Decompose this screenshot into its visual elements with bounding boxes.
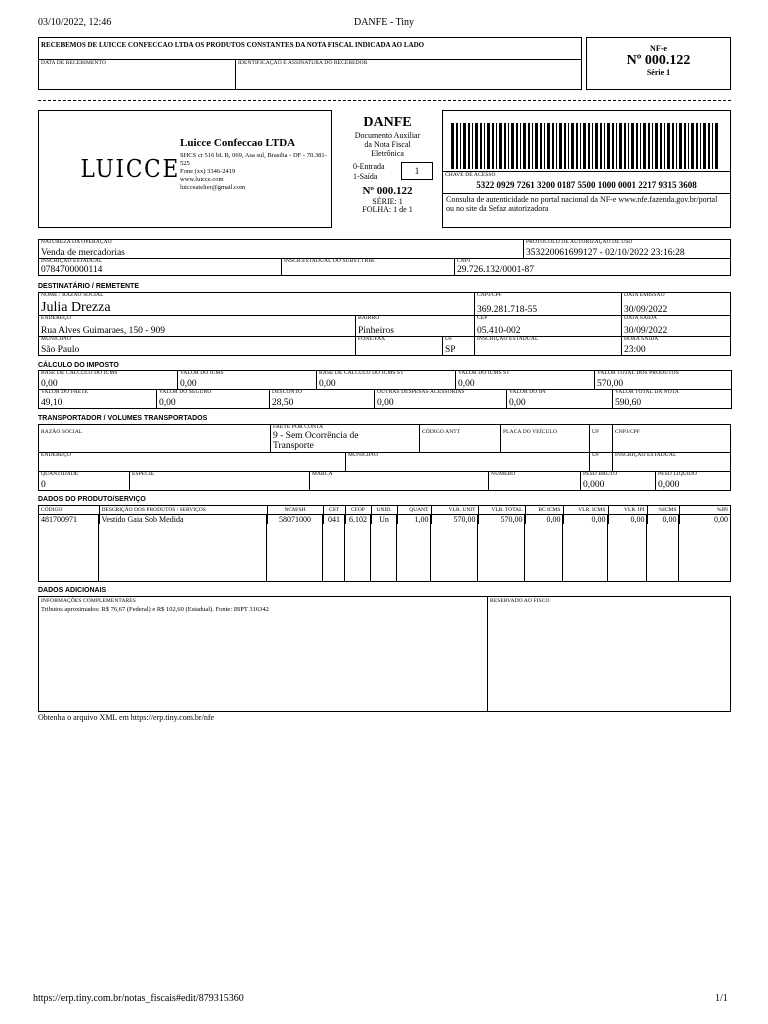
consulta-text: Consulta de autenticidade no portal nacional da NF-e www.nfe.fazenda.gov.br/portal ou no site da Sefaz autorizadora	[446, 195, 718, 213]
imposto-r1-label-1: VALOR DO ICMS	[180, 370, 224, 376]
transp-cnpj-cell	[612, 424, 731, 453]
dest-endereco-cell	[38, 315, 356, 337]
dest-uf-label: UF	[445, 336, 453, 342]
canhoto-text: RECEBEMOS DE LUICCE CONFECCAO LTDA OS PRODUTOS CONSTANTES DA NOTA FISCAL INDICADA AO LADO	[41, 41, 425, 49]
transp-endereco-cell	[38, 452, 346, 472]
assinatura-label: IDENTIFICAÇÃO E ASSINATURA DO RECEBEDOR	[238, 60, 368, 66]
table-cell: 1,00	[397, 514, 431, 524]
transp-uf2-label: UF	[592, 452, 600, 458]
column-divider	[370, 515, 371, 581]
fisco-cell	[487, 596, 731, 712]
table-cell: Vestido Gaia Sob Medida	[99, 514, 267, 524]
fisco-label: RESERVADO AO FISCO	[490, 598, 550, 604]
produtos-col-header: VLR. IPI	[608, 506, 647, 514]
produtos-col-header: QUANT	[397, 506, 431, 514]
imposto-r2-label-5: VALOR TOTAL DA NOTA	[615, 389, 679, 395]
transp-frete-value: 9 - Sem Ocorrência de Transporte	[273, 431, 359, 451]
adicionais-section: DADOS ADICIONAIS	[38, 587, 107, 594]
dest-fone-label: FONE/FAX	[358, 336, 386, 342]
protocolo-label: PROTOCOLO DE AUTORIZAÇÃO DE USO	[526, 239, 633, 245]
table-cell: 481700971	[39, 514, 99, 524]
imposto-r2-label-2: DESCONTO	[272, 389, 303, 395]
imposto-r1-value-4: 570,00	[597, 378, 624, 389]
imposto-r2-label-0: VALOR DO FRETE	[41, 389, 89, 395]
transp-municipio-label: MUNICÍPIO	[348, 452, 378, 458]
dest-fone-cell	[355, 336, 443, 356]
dest-ie-cell	[474, 336, 622, 356]
dest-saida-cell	[621, 315, 731, 337]
produtos-col-header: %IPI	[679, 506, 730, 514]
transp-marca-label: MARCA	[312, 471, 333, 477]
table-cell: 0,00	[714, 514, 728, 524]
transp-liquido-label: PESO LÍQUIDO	[658, 471, 697, 477]
transp-numero-label: NÚMERO	[491, 471, 516, 477]
produtos-section: DADOS DO PRODUTO/SERVIÇO	[38, 496, 146, 503]
transp-cnpj-label: CNPJ/CPF	[615, 429, 640, 435]
column-divider	[477, 515, 478, 581]
imposto-r2-value-3: 0,00	[377, 397, 394, 408]
emitente-nome: Luicce Confeccao LTDA	[180, 137, 296, 149]
imposto-r2-value-4: 0,00	[509, 397, 526, 408]
chave-value: 5322 0929 7261 3200 0187 5500 1000 0001 2217 9315 3608	[476, 180, 697, 190]
imposto-r2-label-3: OUTRAS DESPESAS ACESSÓRIAS	[377, 389, 465, 395]
imposto-r2-label-4: VALOR DO IPI	[509, 389, 546, 395]
column-divider	[678, 515, 679, 581]
danfe-numero-block	[340, 186, 435, 214]
dest-municipio-label: MUNICÍPIO	[41, 336, 71, 342]
imposto-r1-label-2: BASE DE CÁLCULO DO ICMS ST	[319, 370, 404, 376]
column-divider	[266, 515, 267, 581]
produtos-col-header: %ICMS	[647, 506, 679, 514]
imposto-r2-cell-0	[38, 389, 157, 409]
imposto-r2-cell-3	[374, 389, 507, 409]
dest-nome-cell	[38, 292, 475, 316]
transp-placa-label: PLACA DO VEÍCULO	[503, 429, 558, 435]
emitente-email: luicceatelier@gmail.com	[180, 184, 246, 191]
produtos-header-row	[39, 506, 730, 514]
dest-cnpj-value: 369.281.718-55	[477, 304, 538, 315]
transp-bruto-label: PESO BRUTO	[583, 471, 618, 477]
dest-cnpj-label: CNPJ/CPF	[477, 292, 502, 298]
dest-nome-label: NOME / RAZÃO SOCIAL	[41, 292, 104, 298]
canhoto-serie: Série 1	[646, 68, 671, 78]
transp-endereco-label: ENDEREÇO	[41, 452, 72, 458]
transp-uf-label: UF	[592, 429, 600, 435]
transp-frete-label: FRETE POR CONTA	[273, 424, 324, 430]
imposto-r1-cell-0	[38, 370, 178, 390]
produtos-col-header: CFOP	[345, 506, 371, 514]
imposto-r2-value-5: 590,60	[615, 397, 642, 408]
dest-saida-label: DATA SAÍDA	[624, 315, 658, 321]
dest-uf-value: SP	[445, 344, 456, 355]
data-recebimento-label: DATA DE RECEBIMENTO	[41, 60, 106, 66]
dest-emissao-label: DATA EMISSÃO	[624, 292, 665, 298]
print-title: DANFE - Tiny	[353, 17, 415, 28]
transp-marca-cell	[309, 471, 489, 491]
transp-ie-label: INSCRIÇÃO ESTADUAL	[615, 452, 677, 458]
column-divider	[98, 515, 99, 581]
info-complementar-label: INFORMAÇÕES COMPLEMENTARES	[41, 598, 136, 604]
iest-label: INSCR.ESTADUAL DO SUBST.TRIB.	[284, 258, 376, 264]
dest-bairro-cell	[355, 315, 475, 337]
imposto-r1-value-3: 0,00	[458, 378, 475, 389]
danfe-block	[340, 116, 435, 158]
produtos-col-header: DESCRIÇÃO DOS PRODUTOS / SERVIÇOS	[99, 506, 267, 514]
table-cell: Un	[371, 514, 397, 524]
transp-bruto-value: 0,000	[583, 479, 605, 490]
table-cell: 0,00	[563, 514, 608, 524]
transportador-section: TRANSPORTADOR / VOLUMES TRANSPORTADOS	[38, 415, 208, 422]
table-cell: 570,00	[478, 514, 525, 524]
produtos-col-header: VLR. UNIT	[431, 506, 478, 514]
dest-municipio-value: São Paulo	[41, 344, 80, 355]
barcode-icon	[451, 123, 721, 169]
imposto-r2-cell-1	[156, 389, 270, 409]
table-cell: 0,00	[525, 514, 563, 524]
imposto-r2-cell-4	[506, 389, 613, 409]
dest-ie-label: INSCRIÇÃO ESTADUAL	[477, 336, 539, 342]
ie-label: INSCRIÇÃO ESTADUAL	[41, 258, 103, 264]
produtos-col-header: CST	[323, 506, 345, 514]
imposto-r1-label-3: VALOR DO ICMS ST	[458, 370, 510, 376]
table-cell: 58071000	[267, 514, 323, 524]
imposto-r1-label-0: BASE DE CÁLCULO DO ICMS	[41, 370, 118, 376]
transp-liquido-value: 0,000	[658, 479, 680, 490]
transp-especie-cell	[129, 471, 310, 491]
imposto-r1-value-1: 0,00	[180, 378, 197, 389]
transp-placa-cell	[500, 424, 590, 453]
transp-qtd-cell	[38, 471, 130, 491]
natureza-value: Venda de mercadorias	[41, 247, 125, 258]
column-divider	[607, 515, 608, 581]
danfe-subtitle: Documento Auxiliar da Nota Fiscal Eletrônica	[354, 131, 421, 158]
column-divider	[430, 515, 431, 581]
produtos-col-header: NCM/SH	[267, 506, 323, 514]
dest-bairro-value: Pinheiros	[358, 325, 394, 336]
dest-cep-label: CEP	[477, 315, 488, 321]
transp-antt-label: CÓDIGO ANTT	[422, 429, 461, 435]
transp-municipio-cell	[345, 452, 590, 472]
cut-line	[38, 100, 731, 101]
nfe-label: NF-e	[650, 44, 667, 53]
column-divider	[322, 515, 323, 581]
imposto-r2-cell-5	[612, 389, 732, 409]
table-cell: 570,00	[431, 514, 478, 524]
protocolo-value: 353220061699127 - 02/10/2022 23:16:28	[526, 247, 685, 258]
canhoto-numero: Nº 000.122	[626, 53, 691, 68]
transp-uf-cell	[589, 424, 613, 453]
imposto-r1-cell-4	[594, 370, 732, 390]
natureza-label: NATUREZA DA OPERAÇÃO	[41, 239, 112, 245]
canhoto-nfe-box	[586, 37, 731, 90]
column-divider	[396, 515, 397, 581]
imposto-r1-cell-2	[316, 370, 456, 390]
info-complementar-cell	[38, 596, 488, 712]
transp-liquido-cell	[655, 471, 731, 491]
produtos-col-header: VLR. ICMS	[563, 506, 608, 514]
danfe-serie: SÉRIE: 1	[372, 196, 403, 206]
transp-numero-cell	[488, 471, 581, 491]
entrada-label: 0-Entrada	[353, 162, 385, 171]
entrada-saida	[353, 162, 385, 181]
cnpj-emit-value: 29.726.132/0001-87	[457, 264, 535, 275]
canhoto-box	[38, 37, 582, 90]
emitente-fone: Fone (xx) 3346-2419	[180, 168, 236, 175]
dest-emissao-cell	[621, 292, 731, 316]
iest-cell	[281, 258, 455, 276]
transp-bruto-cell	[580, 471, 656, 491]
transp-razao-cell	[38, 424, 271, 453]
transp-frete-cell	[270, 424, 420, 453]
print-datetime: 03/10/2022, 12:46	[38, 17, 112, 28]
ie-cell	[38, 258, 282, 276]
imposto-r2-cell-2	[269, 389, 375, 409]
imposto-r2-value-0: 49,10	[41, 397, 63, 408]
print-url: https://erp.tiny.com.br/notas_fiscais#edit/879315360	[33, 993, 244, 1004]
imposto-r1-label-4: VALOR TOTAL DOS PRODUTOS	[597, 370, 679, 376]
chave-box	[442, 110, 731, 228]
table-cell: 0,00	[608, 514, 647, 524]
emitente-endereco: SHCS cr 516 bL B, 069, Asa sul, Brasilia - DF - 70.381-525	[180, 152, 327, 167]
cnpj-emit-cell	[454, 258, 731, 276]
danfe-numero: Nº 000.122	[362, 185, 413, 197]
dest-endereco-label: ENDEREÇO	[41, 315, 72, 321]
imposto-r1-cell-3	[455, 370, 595, 390]
dest-nome-value: Julia Drezza	[41, 299, 111, 315]
print-page-number: 1/1	[715, 993, 728, 1004]
cnpj-emit-label: CNPJ	[457, 258, 471, 264]
imposto-r2-label-1: VALOR DO SEGURO	[159, 389, 212, 395]
transp-ie-cell	[612, 452, 731, 472]
imposto-section: CÁLCULO DO IMPOSTO	[38, 362, 119, 369]
dest-bairro-label: BAIRRO	[358, 315, 380, 321]
emitente-site: www.luicce.com	[180, 176, 224, 183]
dest-hora-cell	[621, 336, 731, 356]
produtos-col-header: VLR. TOTAL	[478, 506, 525, 514]
luicce-logo: LUICCE	[80, 155, 181, 183]
column-divider	[562, 515, 563, 581]
dest-municipio-cell	[38, 336, 356, 356]
ie-value: 0784700000114	[41, 264, 103, 275]
transp-uf2-cell	[589, 452, 613, 472]
danfe-title: DANFE	[363, 115, 412, 130]
table-cell: 041	[323, 514, 345, 524]
destinatario-section: DESTINATÁRIO / REMETENTE	[38, 283, 139, 290]
transp-qtd-value: 0	[41, 479, 46, 490]
protocolo-cell	[523, 239, 731, 259]
dest-emissao-value: 30/09/2022	[624, 304, 668, 315]
imposto-r1-value-0: 0,00	[41, 378, 58, 389]
dest-hora-value: 23:00	[624, 344, 646, 355]
transp-razao-label: RAZÃO SOCIAL	[41, 429, 83, 435]
emitente-box	[38, 110, 332, 228]
produtos-table	[39, 506, 730, 524]
dest-cnpj-cell	[474, 292, 622, 316]
column-divider	[524, 515, 525, 581]
tipo-box: 1	[401, 162, 433, 180]
imposto-r1-cell-1	[177, 370, 317, 390]
produtos-column-lines	[39, 515, 730, 581]
info-complementar-value: Tributos aproximados: R$ 76,67 (Federal) e R$ 102,60 (Estadual). Fonte: IBPT 316342	[41, 606, 269, 613]
dest-endereco-value: Rua Alves Guimaraes, 150 - 909	[41, 325, 166, 336]
produtos-table-box	[38, 505, 731, 582]
imposto-r1-value-2: 0,00	[319, 378, 336, 389]
dest-cep-value: 05.410-002	[477, 325, 521, 336]
imposto-r2-value-1: 0,00	[159, 397, 176, 408]
dest-uf-cell	[442, 336, 475, 356]
saida-label: 1-Saída	[353, 171, 378, 181]
column-divider	[646, 515, 647, 581]
dest-cep-cell	[474, 315, 622, 337]
produtos-col-header: UNID.	[371, 506, 397, 514]
chave-label: CHAVE DE ACESSO	[445, 172, 496, 178]
transp-antt-cell	[419, 424, 501, 453]
transp-qtd-label: QUANTIDADE	[41, 471, 79, 477]
column-divider	[344, 515, 345, 581]
dest-hora-label: HORA SAÍDA	[624, 336, 659, 342]
xml-note: Obtenha o arquivo XML em https://erp.tiny.com.br/nfe	[38, 713, 215, 722]
produtos-col-header: BC ICMS	[525, 506, 563, 514]
table-row	[39, 514, 730, 524]
dest-saida-value: 30/09/2022	[624, 325, 668, 336]
natureza-cell	[38, 239, 524, 259]
imposto-r2-value-2: 28,50	[272, 397, 294, 408]
danfe-folha: FOLHA: 1 de 1	[362, 204, 413, 214]
produtos-col-header: CÓDIGO	[39, 506, 99, 514]
table-cell: 6.102	[345, 514, 371, 524]
transp-especie-label: ESPÉCIE	[132, 471, 155, 477]
table-cell: 0,00	[647, 514, 679, 524]
